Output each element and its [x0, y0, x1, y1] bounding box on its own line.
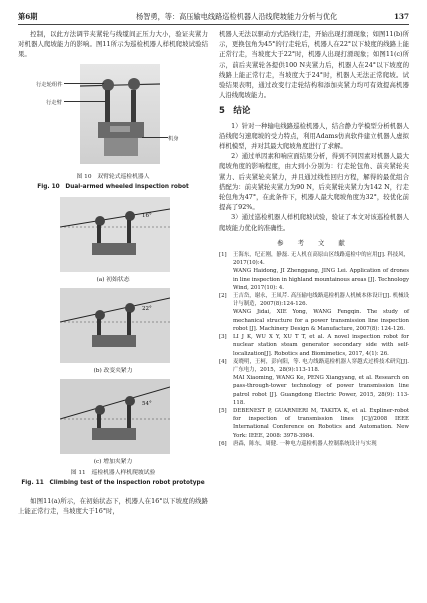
reference-entry: [4] 麦晓明，王柯，彭向阳，等. 电力线路巡检机器人穿越式过桥技术研究[J]. 广东电力，2015，28(9):113-118.	[219, 358, 409, 373]
reference-entry: WANG Jidai, XIE Yong, WANG Fengqin. The study of mechanical structure for a power transmission line inspection robot [J]. Machinery Design & Manufacture, 2007(8): 124-126.	[233, 309, 409, 332]
figure-11a	[18, 197, 208, 275]
figure-10-caption-cn: 图 10 双臂轮式巡检机器人	[76, 173, 150, 180]
reference-entry: [3] LI J K, WU X Y, XU T T, et al. A novel inspection robot for nuclear station steam generator secondary side with self-localization[J]. Robotics and Biomimetics, 2017, 4(1): 26.	[219, 334, 409, 357]
slope-angle-c: 54°	[142, 401, 152, 408]
figure-10-caption-en: Fig. 10 Dual-armed wheeled inspection robot	[37, 183, 189, 190]
reference-entry: [5] DEBENEST P, GUARNIERI M, TAKITA K, et al. Expliner-robot for inspection of transmission lines [C]//2008 IEEE International Conference on Robotics and Automation. New York: IEEE, 2008: 3978-3984.	[219, 407, 409, 439]
issue-number: 第6期	[18, 12, 38, 21]
label-wheel-assembly: 行走轮组件	[36, 81, 63, 88]
paragraph: 如图11(a)所示，在初始状态下，机器人在16°以下坡度的线路上能正常行走，当坡度大于16°时，	[18, 497, 208, 516]
reference-list	[219, 251, 409, 448]
figure-11b	[18, 288, 208, 366]
figure-11c	[18, 379, 208, 457]
leader-line	[142, 137, 168, 138]
references-heading: 参 考 文 献	[277, 238, 351, 247]
figure-11-caption-en: Fig. 11 Climbing test of the inspection robot prototype	[21, 479, 205, 486]
reference-entry: WANG Haidong, JI Zhenggang, JING Lei. Application of drones in line inspection in highland mountainous areas [J]. Technology Wind, 2017(10): 4.	[233, 268, 409, 291]
section-heading-conclusion: 5 结论	[219, 106, 251, 117]
figure-11-caption-cn: 图 11 巡检机器人样机爬坡试验	[70, 469, 156, 476]
conclusion-item-2: 2）通过单因素和响应面结果分析，得到不同因素对机器人最大爬坡角度的影响程度，由大到小分别为：行走轮包角、前夹紧轮夹紧力、后夹紧轮夹紧力，并且通过线性回归方程，解得的最优组合搭配为：前夹紧轮夹紧力为90 N，后夹紧轮夹紧力为142 N，行走轮包角为47°，在此条件下，机器人最大爬坡角度为32°，较优化前提高了92%。	[219, 152, 409, 212]
page-number: 137	[393, 12, 409, 21]
right-column	[219, 29, 409, 448]
leader-line	[64, 101, 106, 102]
paragraph: 机器人无法以驱动方式沿线行走，开始出现打滑现象；如图11(b)所示，更换包角为45°的行走轮后，机器人在22°以下坡度的线路上能正常行走，当坡度大于22°时，机器人出现打滑现象；如图11(c)所示，前后夹紧轮各提供100 N夹紧力后，机器人在24°以下坡度的线路上能正常行走，当坡度大于24°时，机器人无法正常爬坡。试验结果表明，通过改变行走轮结构和添加夹紧力均可有效提高机器人沿线爬坡能力。	[219, 30, 409, 100]
photo-increased-clamp-force	[60, 379, 170, 454]
subcaption-b: (b) 改变夹紧力	[93, 368, 133, 375]
reference-entry: [2] 王吉岱，谢永，王凤芹. 高压输电线路巡检机器人机械本体设计[J]. 机械设计与制造，2007(8):124-126.	[219, 293, 409, 308]
photo-changed-clamp-force	[60, 288, 170, 363]
label-body: 机身	[168, 135, 179, 142]
running-title: 杨智勇，等：高压输电线路巡检机器人沿线爬坡能力分析与优化	[136, 12, 338, 21]
leader-line	[64, 83, 104, 84]
conclusion-item-1: 1）针对一种输电线路巡检机器人，结合静力学模型分析机器人沿线爬匀速爬坡的受力特点，利用Adams仿真软件建立机器人虚拟样机模型，并对其最大爬坡角度进行了求解。	[219, 121, 409, 151]
slope-angle-a: 16°	[142, 213, 152, 220]
reference-entry: [6] 唐森，陈东，周健. 一种电力巡检机器人控制系统设计与实现	[219, 440, 377, 447]
left-column	[18, 29, 208, 516]
conclusion-item-3: 3）通过巡检机器人样机爬坡试验，验证了本文对该巡检机器人爬坡能力优化的准确性。	[219, 213, 409, 232]
label-walking-arm: 行走臂	[46, 99, 62, 106]
paragraph: 控制，以此方法调节夹紧轮与线缆间正压力大小，验证夹紧力对机器人爬坡能力的影响。图11所示为巡检机器人样机爬坡试验结果。	[18, 30, 208, 59]
subcaption-c: (c) 增加夹紧力	[93, 459, 133, 466]
robot-photo	[80, 64, 160, 164]
reference-entry: MAI Xiaoming, WANG Ke, PENG Xiangyang, et al. Research on pass-through-tower technology of power transmission line patrol robot [J]. Guangdong Electric Power, 2015, 28(9): 113-118.	[233, 375, 409, 406]
running-header	[18, 10, 409, 25]
figure-11	[18, 197, 208, 468]
photo-initial-state	[60, 197, 170, 272]
reference-entry: [1] 王海东，纪正刚，静磊. 无人机在高原山区线路巡检中的应用[J]. 科技风，2017(10):4.	[219, 252, 409, 267]
subcaption-a: (a) 初始状态	[96, 277, 130, 284]
slope-angle-b: 22°	[142, 306, 152, 313]
figure-10	[18, 64, 208, 172]
